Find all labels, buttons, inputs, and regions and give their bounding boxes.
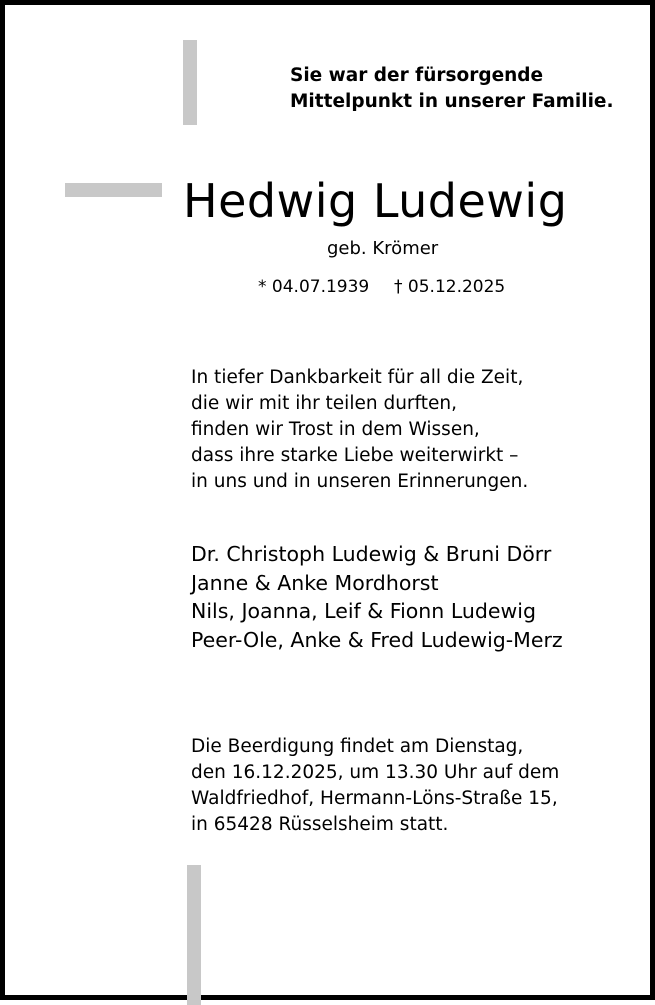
poem-line: In tiefer Dankbarkeit für all die Zeit, bbox=[191, 367, 524, 388]
cross-horizontal-bar bbox=[65, 183, 162, 197]
motto-line: Sie war der fürsorgende bbox=[290, 65, 544, 86]
poem-line: dass ihre starke Liebe weiterwirkt – bbox=[191, 445, 519, 466]
funeral-line: den 16.12.2025, um 13.30 Uhr auf dem bbox=[191, 762, 560, 783]
mourner-line: Janne & Anke Mordhorst bbox=[191, 570, 439, 595]
family-mourners bbox=[191, 540, 563, 654]
funeral-details bbox=[191, 734, 559, 838]
funeral-line: in 65428 Rüsselsheim statt. bbox=[191, 814, 449, 835]
funeral-line: Die Beerdigung findet am Dienstag, bbox=[191, 736, 524, 757]
deceased-name: Hedwig Ludewig bbox=[183, 174, 568, 228]
mourner-line: Peer-Ole, Anke & Fred Ludewig-Merz bbox=[191, 627, 563, 652]
poem bbox=[191, 365, 528, 495]
motto-line: Mittelpunkt in unserer Familie. bbox=[290, 91, 614, 112]
birth-date: * 04.07.1939 bbox=[258, 277, 370, 297]
motto bbox=[290, 63, 650, 115]
cross-vertical-top-bar bbox=[183, 40, 197, 125]
funeral-line: Waldfriedhof, Hermann-Löns-Straße 15, bbox=[191, 788, 558, 809]
death-date: † 05.12.2025 bbox=[394, 277, 506, 297]
cross-vertical-bottom-bar bbox=[187, 865, 201, 1005]
mourner-line: Dr. Christoph Ludewig & Bruni Dörr bbox=[191, 542, 552, 566]
poem-line: in uns und in unseren Erinnerungen. bbox=[191, 471, 529, 492]
birth-name: geb. Krömer bbox=[327, 238, 439, 259]
mourner-line: Nils, Joanna, Leif & Fionn Ludewig bbox=[191, 599, 536, 623]
poem-line: die wir mit ihr teilen durften, bbox=[191, 393, 457, 414]
poem-line: finden wir Trost in dem Wissen, bbox=[191, 419, 480, 440]
